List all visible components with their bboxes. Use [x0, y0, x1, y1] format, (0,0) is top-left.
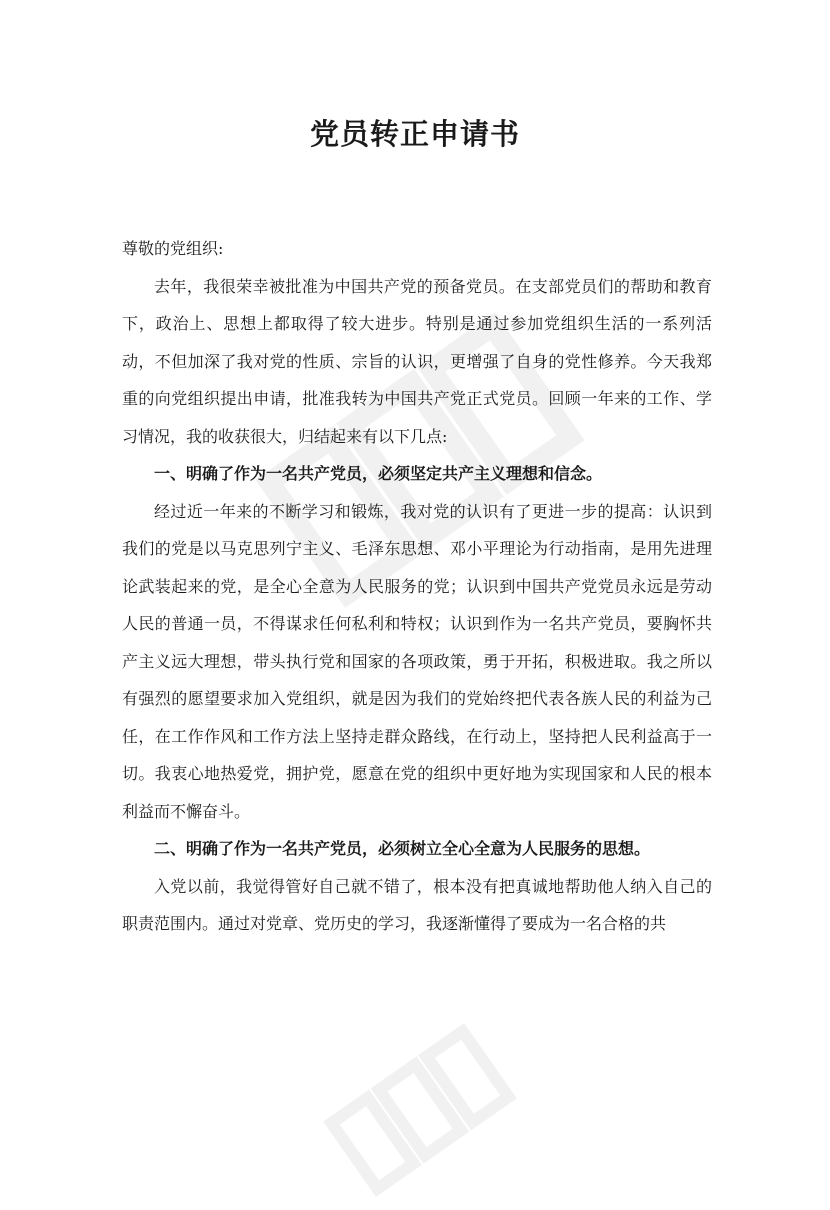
watermark-logo-icon — [320, 1010, 520, 1210]
document-title: 党员转正申请书 — [309, 117, 520, 151]
salutation: 尊敬的党组织: — [122, 239, 224, 258]
section-heading: 一、明确了作为一名共产党员，必须坚定共产主义理想和信念。 — [154, 464, 603, 483]
section-heading: 二、明确了作为一名共产党员，必须树立全心全意为人民服务的思想。 — [154, 839, 651, 858]
body-paragraph: 入党以前，我觉得管好自己就不错了，根本没有把真诚地帮助他人纳入自己的职责范围内。通过对党章、党历史的学习，我逐渐懂得了要成为一名合格的共 — [122, 876, 712, 933]
document-body — [122, 230, 712, 943]
body-paragraph: 经过近一年来的不断学习和锻炼，我对党的认识有了更进一步的提高：认识到我们的党是以马克思列宁主义、毛泽东思想、邓小平理论为行动指南，是用先进理论武装起来的党，是全心全意为人民服务的党；认识到中国共产党党员永远是劳动人民的普通一员，不得谋求任何私利和特权；认识到作为一名共产党员，要胸怀共产主义远大理想，带头执行党和国家的各项政策，勇于开拓，积极进取。我之所以有强烈的愿望要求加入党组织，就是因为我们的党始终把代表各族人民的利益为己任，在工作作风和工作方法上坚持走群众路线，在行动上，坚持把人民利益高于一切。我衷心地热爱党，拥护党，愿意在党的组织中更好地为实现国家和人民的根本利益而不懈奋斗。 — [122, 501, 712, 821]
body-paragraph: 去年，我很荣幸被批准为中国共产党的预备党员。在支部党员们的帮助和教育下，政治上、思想上都取得了较大进步。特别是通过参加党组织生活的一系列活动，不但加深了我对党的性质、宗旨的认识，更增强了自身的党性修养。今天我郑重的向党组织提出申请，批准我转为中国共产党正式党员。回顾一年来的工作、学习情况，我的收获很大，归结起来有以下几点: — [122, 276, 712, 446]
